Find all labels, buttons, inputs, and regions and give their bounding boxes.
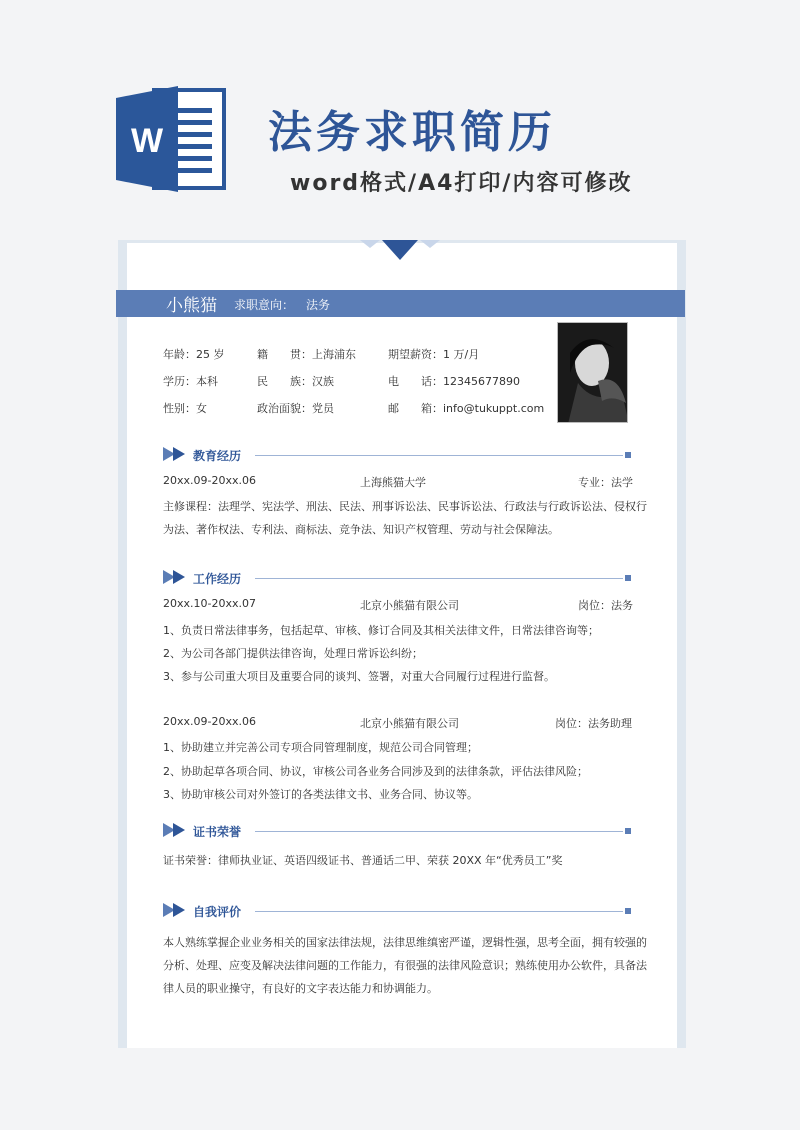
double-arrow-icon [163,903,189,917]
job-company: 北京小熊猫有限公司 [360,717,459,730]
edu-courses-1: 主修课程：法理学、宪法学、刑法、民法、刑事诉讼法、民事诉讼法、行政法与行政诉讼法、侵权行 [163,500,647,513]
candidate-name: 小熊猫 [166,296,217,316]
job-company: 北京小熊猫有限公司 [360,599,459,612]
job-duty: 1、负责日常法律事务，包括起草、审核、修订合同及其相关法律文件，日常法律咨询等； [163,624,599,637]
double-arrow-icon [163,570,189,584]
job-duty: 3、参与公司重大项目及重要合同的谈判、签署，对重大合同履行过程进行监督。 [163,670,555,683]
self-line-2: 分析、处理、应变及解决法律问题的工作能力，有很强的法律风险意识；熟练使用办公软件，具备法 [163,959,647,972]
section-self-evaluation [163,903,633,919]
svg-text:W: W [130,122,164,160]
edu-major: 专业：法学 [578,476,633,489]
profile-photo [557,322,628,423]
job-position: 岗位：法务 [578,599,633,612]
section-work [163,570,633,586]
info-origin: 籍 贯：上海浦东 [257,348,356,361]
info-phone: 电 话：12345677890 [388,375,520,388]
self-line-1: 本人熟练掌握企业业务相关的国家法律法规，法律思维缜密严谨，逻辑性强，思考全面，拥有较强的 [163,936,647,949]
double-arrow-icon [163,823,189,837]
job-position: 岗位：法务助理 [555,717,632,730]
notch-decoration [360,240,440,262]
job-duty: 1、协助建立并完善公司专项合同管理制度，规范公司合同管理； [163,741,478,754]
info-politics: 政治面貌：党员 [257,402,334,415]
intent-value: 法务 [306,298,331,312]
job-duty: 3、协助审核公司对外签订的各类法律文书、业务合同、协议等。 [163,788,478,801]
info-email: 邮 箱：info@tukuppt.com [388,402,545,415]
section-certificates [163,823,633,839]
info-age: 年龄：25 岁 [163,348,225,361]
job-period: 20xx.09-20xx.06 [163,715,256,728]
edu-period: 20xx.09-20xx.06 [163,474,256,487]
section-education [163,447,633,463]
edu-school: 上海熊猫大学 [360,476,426,489]
job-duty: 2、为公司各部门提供法律咨询，处理日常诉讼纠纷； [163,647,423,660]
info-salary: 期望薪资：1 万/月 [388,348,480,361]
certs-text: 证书荣誉：律师执业证、英语四级证书、普通话二甲、荣获 20XX 年“优秀员工”奖 [163,854,563,867]
edu-courses-2: 为法、著作权法、专利法、商标法、竞争法、知识产权管理、劳动与社会保障法。 [163,523,559,536]
info-education: 学历：本科 [163,375,218,388]
name-bar [116,290,685,317]
section-title: 证书荣誉 [193,825,242,839]
intent-label: 求职意向： [234,298,295,312]
section-title: 自我评价 [193,905,242,919]
double-arrow-icon [163,447,189,461]
section-title: 工作经历 [193,572,242,586]
job-period: 20xx.10-20xx.07 [163,597,256,610]
section-title: 教育经历 [193,449,242,463]
self-line-3: 律人员的职业操守，有良好的文字表达能力和协调能力。 [163,982,438,995]
word-icon [116,84,228,194]
banner-subtitle: word格式/A4打印/内容可修改 [290,171,633,196]
info-ethnicity: 民 族：汉族 [257,375,334,388]
info-gender: 性别：女 [163,402,207,415]
banner-title: 法务求职简历 [268,107,556,158]
job-duty: 2、协助起草各项合同、协议，审核公司各业务合同涉及到的法律条款，评估法律风险； [163,765,588,778]
